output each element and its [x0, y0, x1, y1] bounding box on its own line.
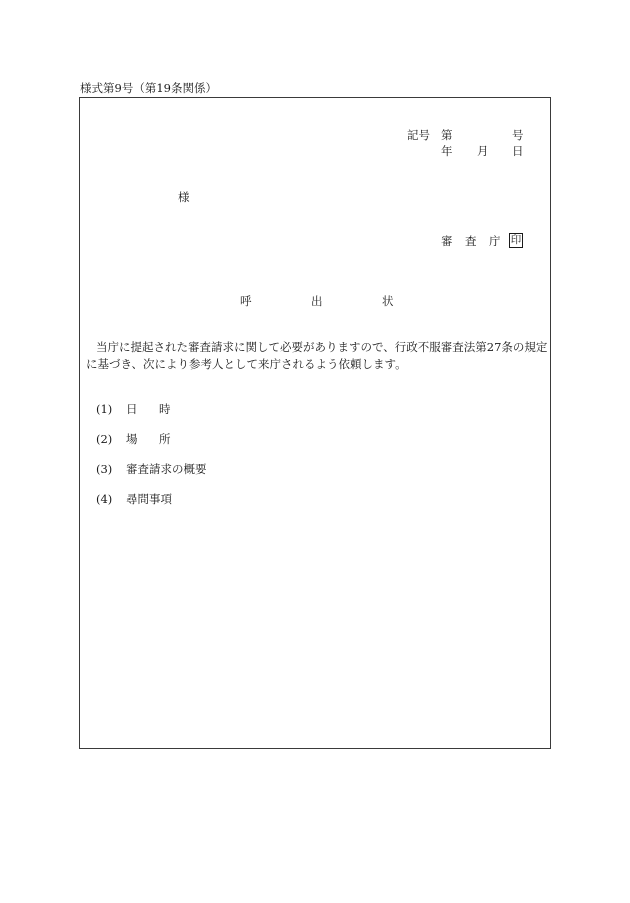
form-frame — [79, 97, 551, 749]
item-number: (4) — [96, 492, 113, 506]
reference-label: 記号 — [407, 128, 430, 142]
reference-prefix: 第 — [441, 128, 453, 142]
item-number: (1) — [96, 402, 113, 416]
date-year: 年 — [441, 144, 453, 158]
body-line-2: に基づき、次により参考人として来庁されるよう依頼します。 — [86, 357, 407, 371]
item-label-place: 場所 — [126, 432, 192, 446]
seal-mark: 印 — [510, 234, 522, 246]
date-day: 日 — [512, 144, 524, 158]
item-label-summary: 審査請求の概要 — [126, 462, 207, 476]
body-line-1: 当庁に提起された審査請求に関して必要がありますので、行政不服審査法第27条の規定 — [96, 340, 548, 354]
form-number-label: 様式第9号（第19条関係） — [80, 81, 217, 95]
item-label-datetime: 日時 — [126, 402, 192, 416]
item-number: (2) — [96, 432, 113, 446]
item-label-questions: 尋問事項 — [126, 492, 172, 506]
date-month: 月 — [477, 144, 489, 158]
item-number: (3) — [96, 462, 113, 476]
issuer-name: 審査庁 — [441, 234, 513, 248]
addressee-honorific: 様 — [178, 190, 190, 204]
document-title: 呼出状 — [240, 294, 453, 308]
reference-suffix: 号 — [512, 128, 524, 142]
